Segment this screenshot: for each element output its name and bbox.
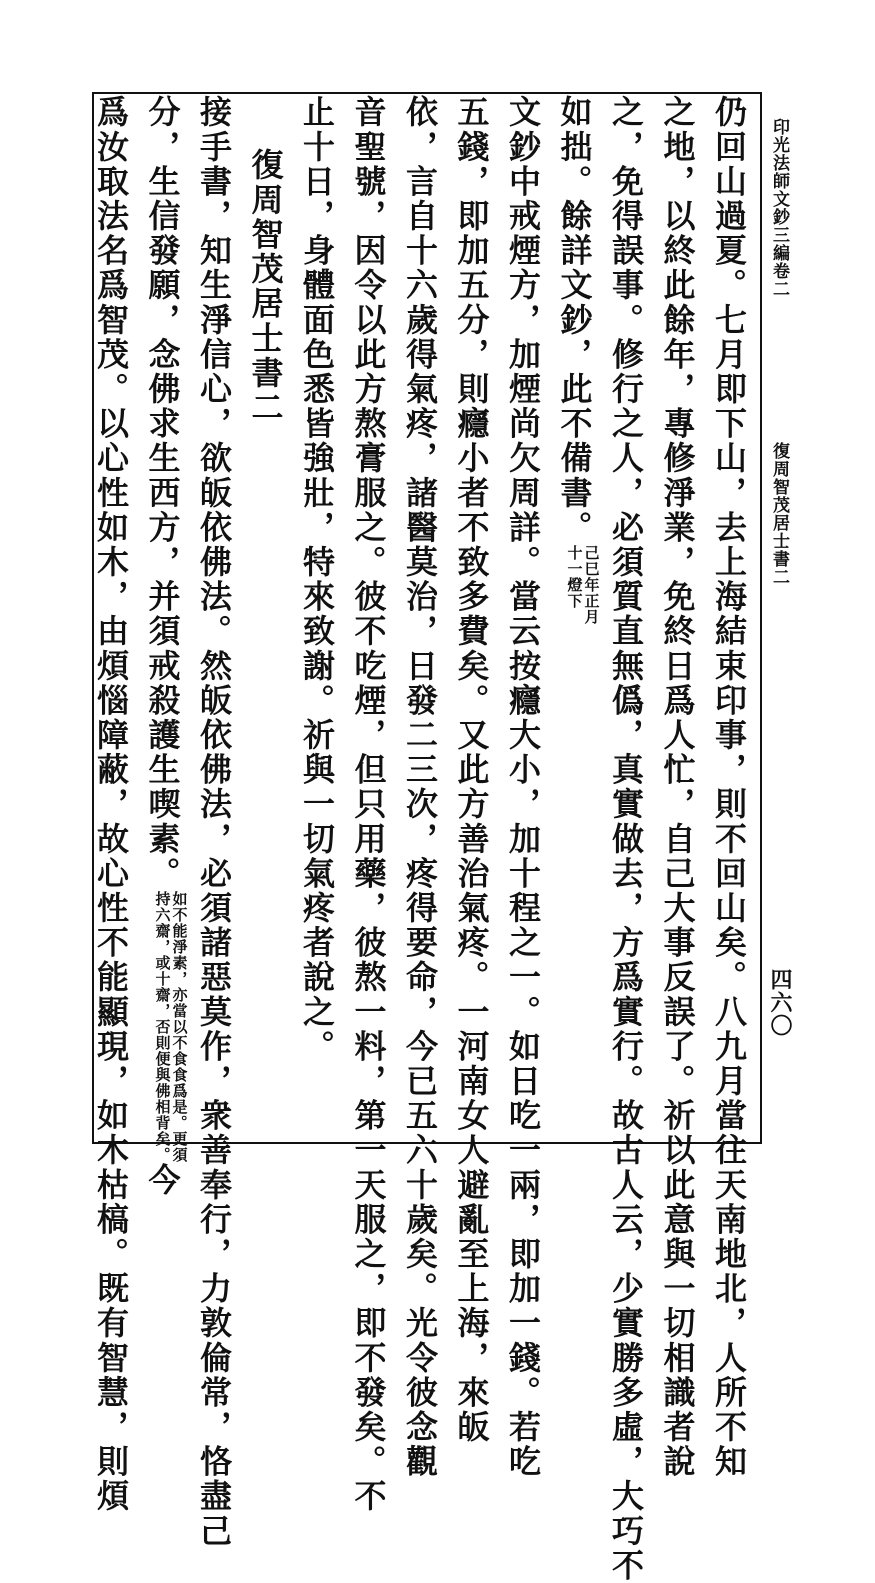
column-text: 仍回山過夏。七月即下山，去上海結束印事，則不回山矣。八九月當往天南地北，人所不知 [710, 95, 748, 1479]
text-column [145, 95, 188, 1197]
column-text: 爲汝取法名爲智茂。以心性如木，由煩惱障蔽，故心性不能顯現，如木枯槁。既有智慧，則煩 [92, 95, 130, 1514]
note-line: 己巳年正月 [582, 544, 601, 625]
column-text: 接手書，知生淨信心，欲皈依佛法。然皈依佛法，必須諸惡莫作，衆善奉行，力敦倫常，恪盡己 [195, 95, 233, 1549]
column-text: 復周智茂居士書二 [246, 148, 285, 425]
text-column [660, 95, 696, 1479]
running-header: 印光法師文鈔三編卷二 [769, 118, 789, 298]
interlinear-note [566, 545, 600, 625]
column-tail-text: 今 [143, 1162, 182, 1198]
column-text: 之，免得誤事。修行之人，必須質直無僞，真實做去，方爲實行。故古人云，少實勝多虛，大巧不 [607, 95, 645, 1583]
column-text: 之地，以終此餘年，專修淨業，免終日爲人忙，自己大事反誤了。祈以此意與一切相識者說 [658, 95, 697, 1479]
note-line: 如不能淨素，亦當以不食食爲是。更須 [170, 890, 189, 1163]
text-column [454, 95, 490, 1444]
text-column [93, 95, 129, 1514]
text-column [505, 95, 541, 1479]
text-column [351, 95, 387, 1514]
letter-title [248, 148, 284, 425]
note-line: 持六齋，或十齋，否則便與佛相背矣。 [153, 890, 172, 1163]
column-text: 音聖號，因令以此方熬膏服之。彼不吃煙，但只用藥，彼熬一料，第一天服之，即不發矣。不 [349, 95, 388, 1514]
text-column [299, 95, 335, 1064]
text-column [557, 95, 600, 625]
column-text: 分，生信發願，念佛求生西方，并須戒殺護生喫素。 [143, 95, 182, 891]
column-text: 文鈔中戒煙方，加煙尚欠周詳。當云按癮大小，加十程之一。如日吃一兩，即加一錢。若吃 [504, 95, 542, 1479]
text-column [402, 95, 438, 1479]
column-text: 依，言自十六歲得氣疼，諸醫莫治，日發二三次，疼得要命，今已五六十歲矣。光令彼念觀 [401, 95, 439, 1479]
section-title: 復周智茂居士書二 [769, 442, 789, 586]
text-column [711, 95, 747, 1479]
interlinear-note [154, 891, 188, 1163]
column-text: 五錢，即加五分，則癮小者不致多費矣。又此方善治氣疼。一河南女人避亂至上海，來皈 [452, 95, 491, 1445]
text-column [608, 95, 644, 1583]
page-number: 四六〇 [767, 968, 792, 1037]
column-text: 止十日，身體面色悉皆強壯，特來致謝。祈與一切氣疼者說之。 [298, 95, 336, 1064]
column-text: 如拙。餘詳文鈔，此不備書。 [555, 95, 594, 545]
note-line: 十一燈下 [565, 544, 584, 609]
text-column [196, 95, 232, 1548]
